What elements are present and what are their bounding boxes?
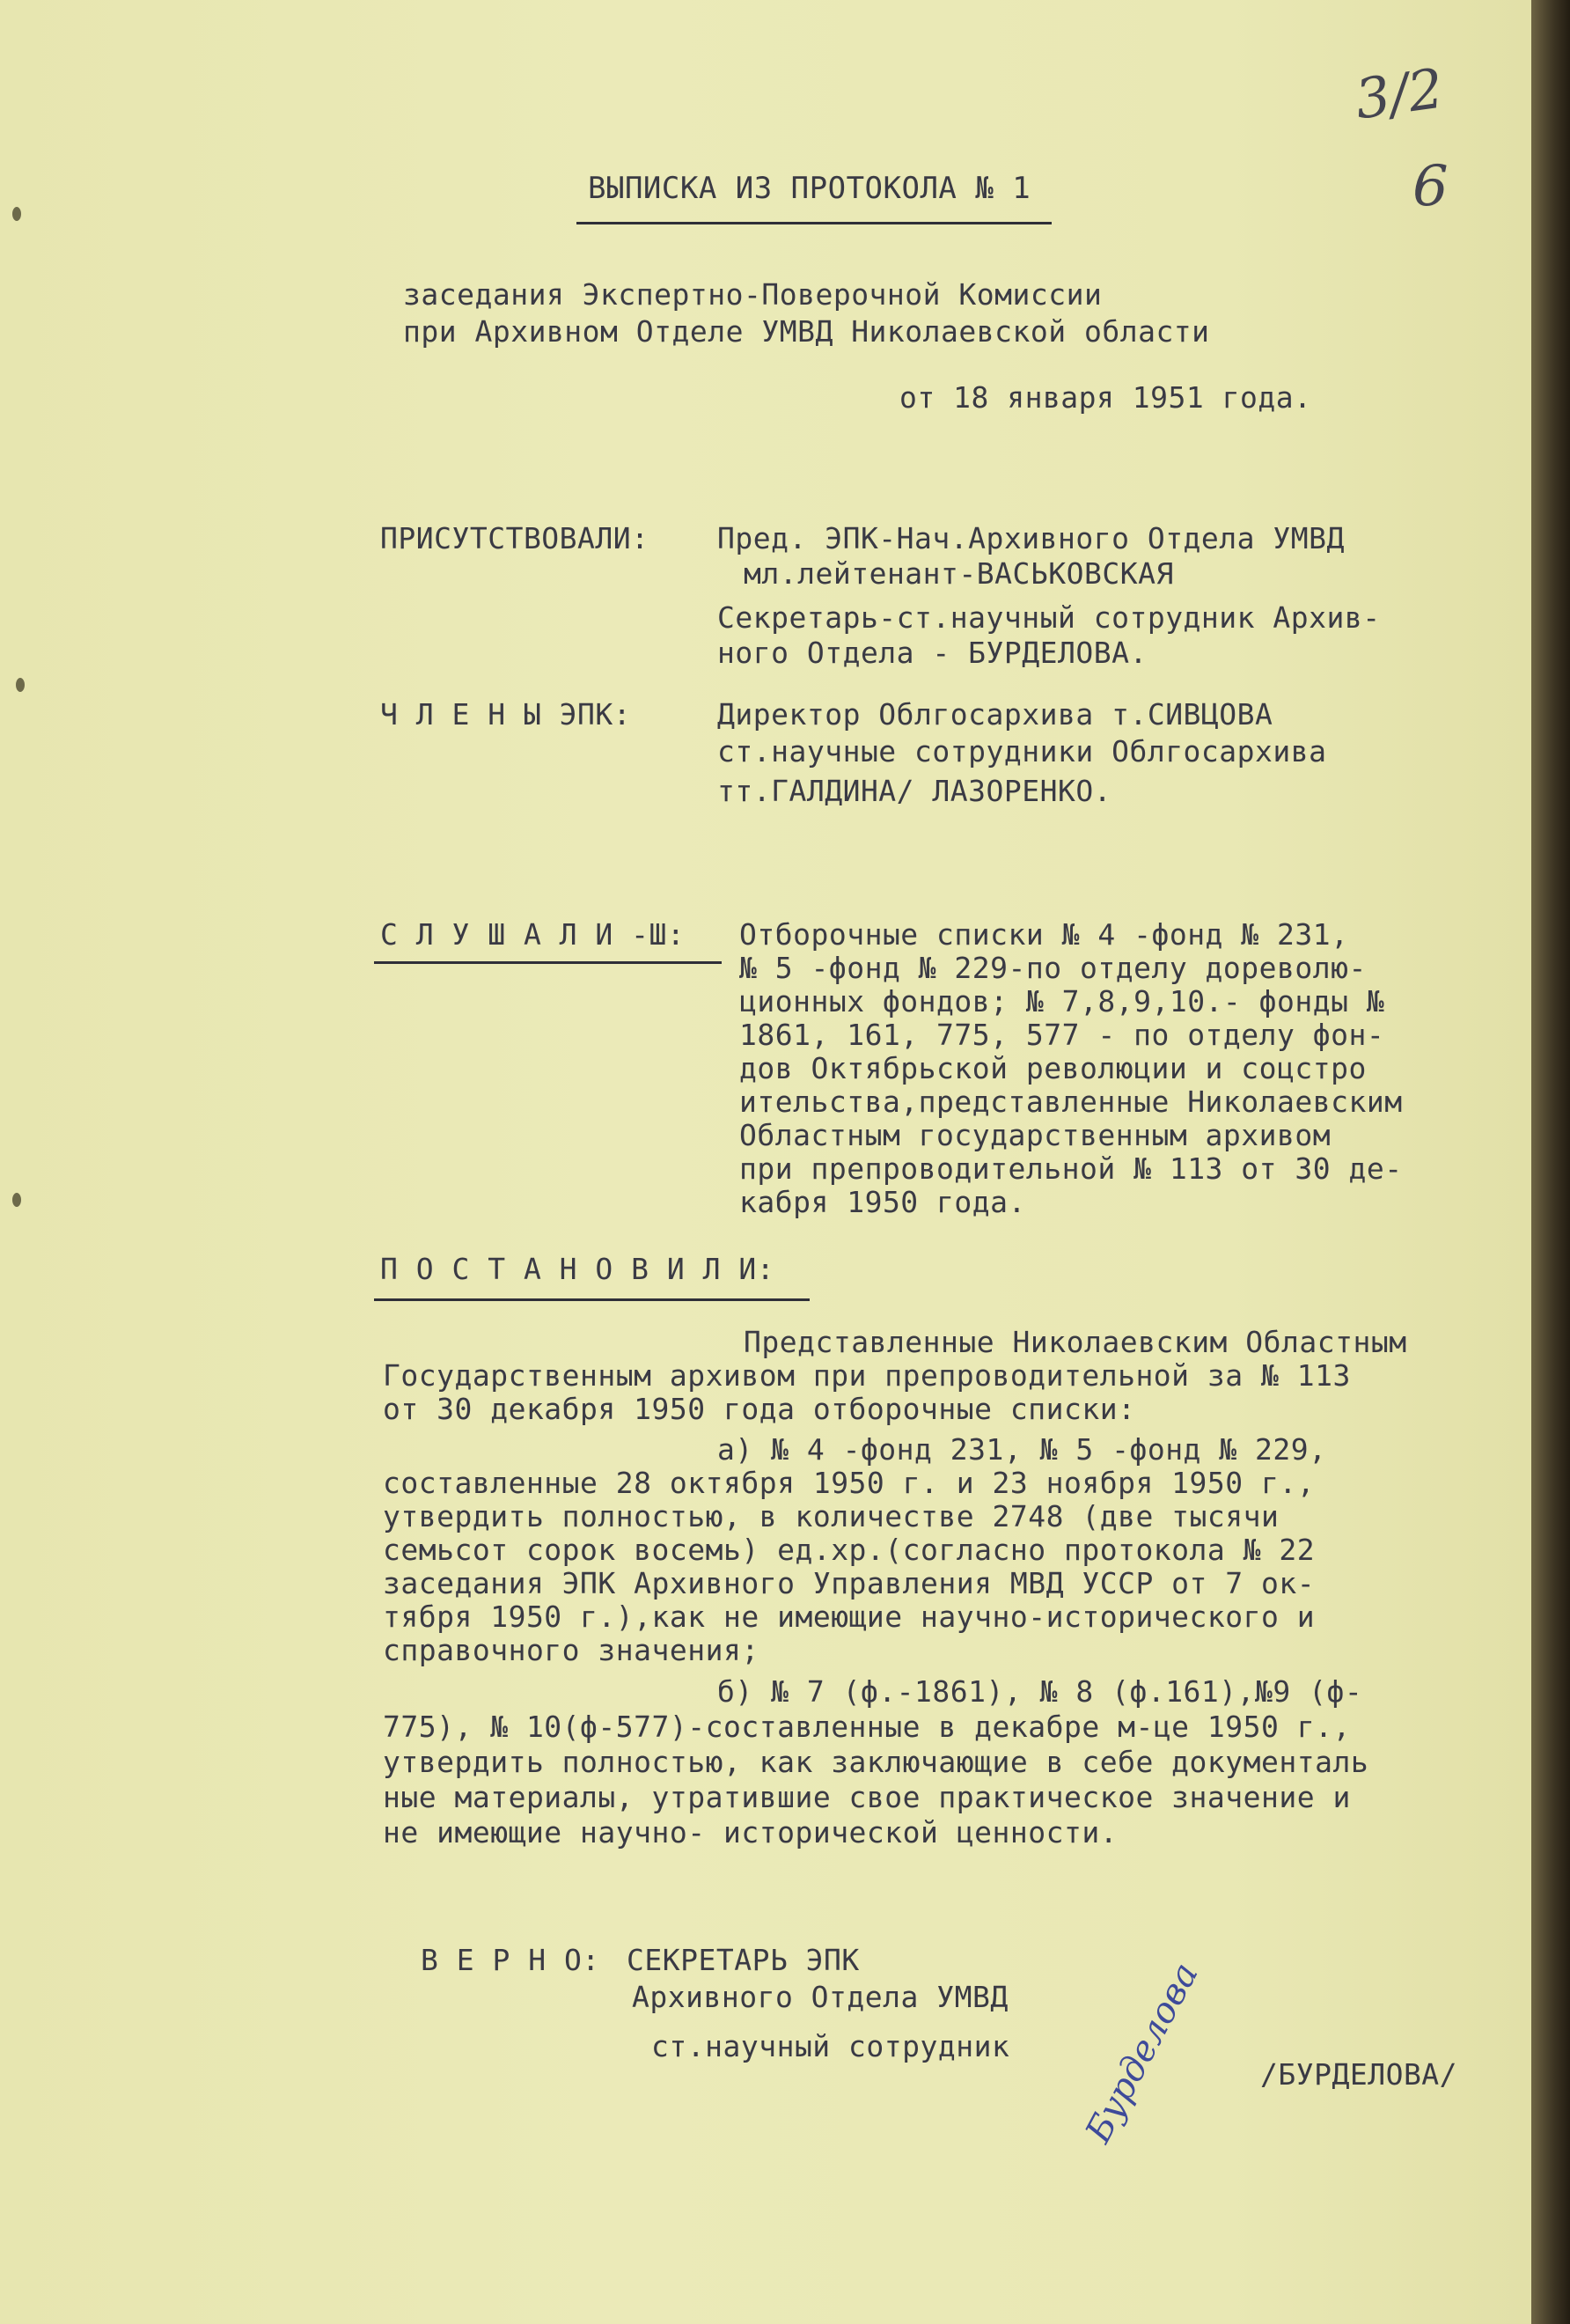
handwritten-signature: Бурделова — [1078, 1956, 1207, 2150]
resolved-item-a-line: составленные 28 октября 1950 г. и 23 ноября 1950 г., — [383, 1466, 1316, 1500]
resolved-item-b-line: ные материалы, утратившие свое практическое значение и — [383, 1780, 1351, 1814]
resolved-item-b-line: б) № 7 (ф.-1861), № 8 (ф.161),№9 (ф- — [717, 1674, 1363, 1709]
present-label: ПРИСУТСТВОВАЛИ: — [380, 521, 649, 555]
resolved-item-b-line: не имеющие научно- исторической ценности. — [383, 1815, 1119, 1850]
punch-hole — [12, 1193, 21, 1207]
heard-line: ительства,представленные Николаевским — [739, 1085, 1403, 1119]
heard-label: С Л У Ш А Л И -Ш: — [380, 917, 686, 952]
certification-name: /БУРДЕЛОВА/ — [1260, 2057, 1458, 2092]
resolved-item-a-line: а) № 4 -фонд 231, № 5 -фонд № 229, — [717, 1432, 1327, 1467]
resolved-intro-line: от 30 декабря 1950 года отборочные списки: — [383, 1392, 1136, 1426]
header-line-2: при Архивном Отделе УМВД Николаевской области — [403, 314, 1210, 349]
heard-underline — [374, 961, 722, 964]
resolved-label: П О С Т А Н О В И Л И: — [380, 1252, 775, 1286]
members-line: ст.научные сотрудники Облгосархива — [717, 734, 1327, 769]
resolved-intro-line: Государственным архивом при препроводительной за № 113 — [383, 1358, 1351, 1393]
heard-line: Отборочные списки № 4 -фонд № 231, — [739, 917, 1349, 952]
present-line: мл.лейтенант-ВАСЬКОВСКАЯ — [744, 556, 1174, 591]
present-line: ного Отдела - БУРДЕЛОВА. — [717, 636, 1148, 670]
document-title: ВЫПИСКА ИЗ ПРОТОКОЛА № 1 — [588, 171, 1031, 206]
members-label: Ч Л Е Н Ы ЭПК: — [380, 697, 632, 732]
present-line: Пред. ЭПК-Нач.Архивного Отдела УМВД — [717, 521, 1345, 555]
resolved-item-a-line: тября 1950 г.),как не имеющие научно-исторического и — [383, 1600, 1316, 1634]
resolved-item-b-line: утвердить полностью, как заключающие в себе документаль — [383, 1745, 1369, 1779]
binder-edge — [1531, 0, 1570, 2324]
heard-line: дов Октябрьской революции и соцстро — [739, 1051, 1367, 1085]
archive-mark: 3/2 — [1351, 55, 1448, 132]
heard-line: ционных фондов; № 7,8,9,10.- фонды № — [739, 984, 1385, 1019]
present-line: Секретарь-ст.научный сотрудник Архив- — [717, 600, 1381, 635]
resolved-item-a-line: семьсот сорок восемь) ед.хр.(согласно протокола № 22 — [383, 1533, 1316, 1567]
page-number: 6 — [1412, 154, 1449, 219]
heard-line: при препроводительной № 113 от 30 де- — [739, 1151, 1403, 1186]
certification-line-3: ст.научный сотрудник — [651, 2029, 1010, 2063]
resolved-item-a-line: заседания ЭПК Архивного Управления МВД УССР от 7 ок- — [383, 1566, 1316, 1600]
resolved-item-a-line: справочного значения; — [383, 1633, 759, 1667]
resolved-item-a-line: утвердить полностью, в количестве 2748 (две тысячи — [383, 1499, 1280, 1533]
punch-hole — [16, 678, 25, 692]
resolved-item-b-line: 775), № 10(ф-577)-составленные в декабре м-це 1950 г., — [383, 1710, 1351, 1744]
certification-line-2: Архивного Отдела УМВД — [632, 1980, 1009, 2014]
heard-line: Областным государственным архивом — [739, 1118, 1332, 1152]
certification-line-1: СЕКРЕТАРЬ ЭПК — [627, 1943, 860, 1977]
resolved-intro-line: Представленные Николаевским Областным — [744, 1325, 1407, 1359]
heard-line: № 5 -фонд № 229-по отделу дореволю- — [739, 951, 1367, 985]
members-line: Директор Облгосархива т.СИВЦОВА — [717, 697, 1273, 732]
title-underline — [576, 222, 1052, 224]
resolved-underline — [374, 1298, 810, 1301]
certification-label: В Е Р Н О: — [421, 1943, 600, 1977]
punch-hole — [12, 207, 21, 221]
header-line-1: заседания Экспертно-Поверочной Комиссии — [403, 277, 1103, 312]
members-line: тт.ГАЛДИНА/ ЛАЗОРЕНКО. — [717, 774, 1112, 808]
heard-line: кабря 1950 года. — [739, 1185, 1026, 1219]
header-date: от 18 января 1951 года. — [899, 380, 1312, 415]
heard-line: 1861, 161, 775, 577 - по отделу фон- — [739, 1018, 1385, 1052]
